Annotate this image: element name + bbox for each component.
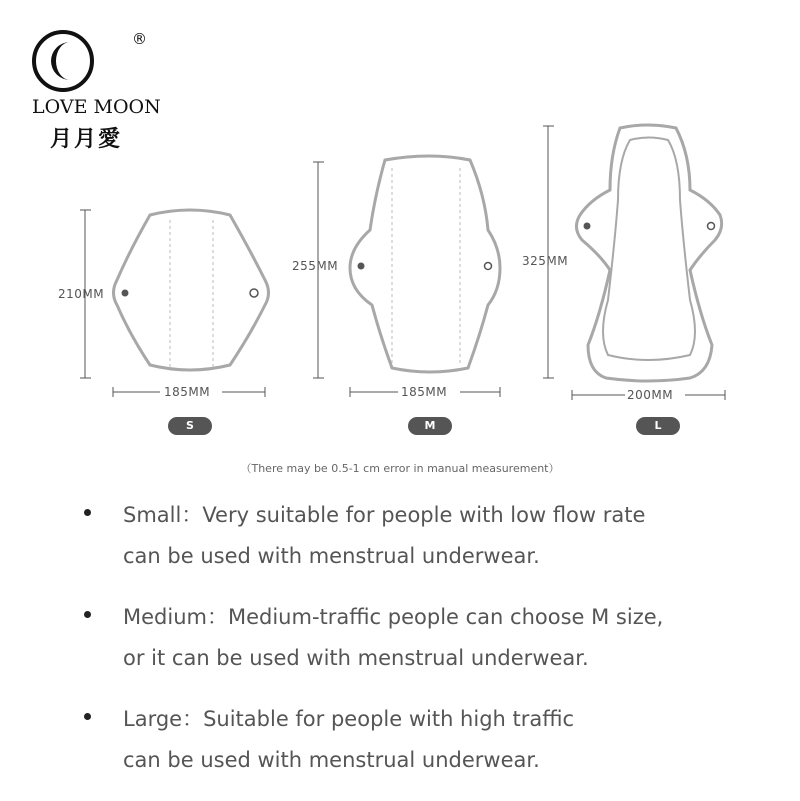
- size-diagram: [0, 110, 800, 450]
- small-width-label: 185MM: [164, 385, 211, 399]
- medium-height-label: 255MM: [292, 259, 339, 273]
- moon-icon: [30, 28, 100, 98]
- badge-medium: M: [408, 417, 452, 435]
- description-large-line1: Large：Suitable for people with high traffic: [123, 707, 575, 731]
- brand-name-cn: 月月愛: [50, 127, 123, 152]
- description-large: [80, 699, 780, 781]
- pad-large: [543, 125, 725, 400]
- large-width-label: 200MM: [627, 388, 674, 402]
- brand-name-en: LOVE MOON: [32, 96, 161, 118]
- medium-width-label: 185MM: [401, 385, 448, 399]
- measurement-note: （There may be 0.5-1 cm error in manual measurement）: [240, 462, 560, 475]
- bullet-icon: [84, 611, 91, 618]
- description-small-line2: can be used with menstrual underwear.: [123, 544, 540, 568]
- registered-mark: ®: [132, 30, 147, 48]
- description-medium-line1: Medium：Medium-traffic people can choose M size,: [123, 605, 664, 629]
- large-height-label: 325MM: [522, 254, 569, 268]
- badge-small: S: [168, 417, 212, 435]
- description-small-line1: Small：Very suitable for people with low flow rate: [123, 503, 646, 527]
- pad-small: [80, 210, 269, 397]
- badge-large: L: [636, 417, 680, 435]
- description-small: [80, 495, 780, 577]
- bullet-icon: [84, 713, 91, 720]
- pad-medium: [313, 156, 500, 397]
- description-medium: [80, 597, 780, 679]
- description-medium-line2: or it can be used with menstrual underwear.: [123, 646, 589, 670]
- description-large-line2: can be used with menstrual underwear.: [123, 748, 540, 772]
- size-descriptions: [80, 495, 780, 801]
- small-height-label: 210MM: [58, 287, 105, 301]
- bullet-icon: [84, 509, 91, 516]
